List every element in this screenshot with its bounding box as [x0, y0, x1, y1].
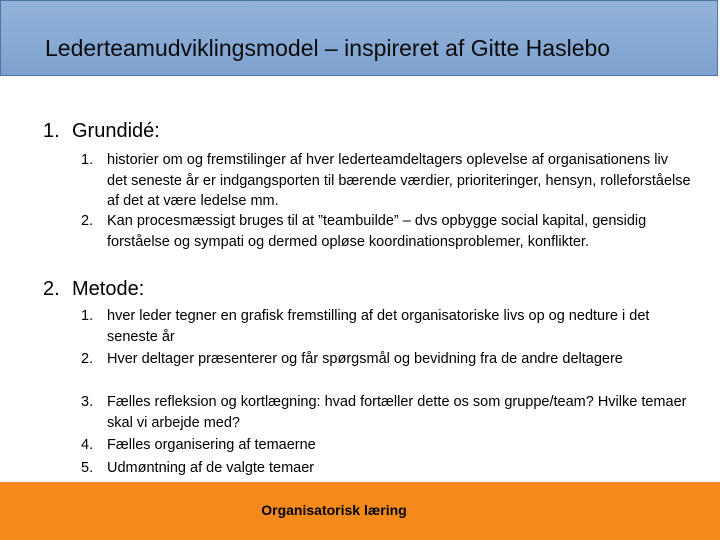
section-title: Grundidé: — [72, 120, 160, 142]
slide-title: Lederteamudviklingsmodel – inspireret af Gitte Haslebo — [45, 35, 611, 61]
list-item-number: 4. — [81, 437, 94, 453]
list-item-number: 5. — [81, 460, 94, 476]
list-item-text: Fælles refleksion og kortlægning: hvad fortæller dette os som gruppe/team? Hvilke temaer skal vi arbejde med? — [107, 394, 687, 431]
list-item-number: 1. — [81, 152, 94, 168]
list-item-text: Udmøntning af de valgte temaer — [107, 460, 315, 476]
footer-label: Organisatorisk læring — [261, 502, 407, 518]
section-number: 1. — [43, 120, 60, 142]
list-item-number: 1. — [81, 308, 94, 324]
list-item-number: 3. — [81, 394, 94, 410]
list-item-text: historier om og fremstilinger af hver lederteamdeltagers oplevelse af organisationens liv det seneste år er indgangsporten til bærende værdier, prioriteringer, hensyn, rolleforståelse af det at være ledelse mm. — [107, 152, 691, 209]
list-item-text: hver leder tegner en grafisk fremstilling af det organisatoriske livs op og nedture i det seneste år — [107, 308, 650, 345]
list-item-text: Kan procesmæssigt bruges til at ”teambuilde” – dvs opbygge social kapital, gensidig forståelse og sympati og dermed opløse koordinationsproblemer, konflikter. — [107, 213, 647, 250]
list-item-text: Hver deltager præsenterer og får spørgsmål og bevidning fra de andre deltagere — [107, 351, 623, 367]
list-item-number: 2. — [81, 213, 94, 229]
list-item-text: Fælles organisering af temaerne — [107, 437, 316, 453]
footer-bar — [0, 482, 720, 540]
section-number: 2. — [43, 278, 60, 300]
list-item-number: 2. — [81, 351, 94, 367]
section-title: Metode: — [72, 278, 145, 300]
